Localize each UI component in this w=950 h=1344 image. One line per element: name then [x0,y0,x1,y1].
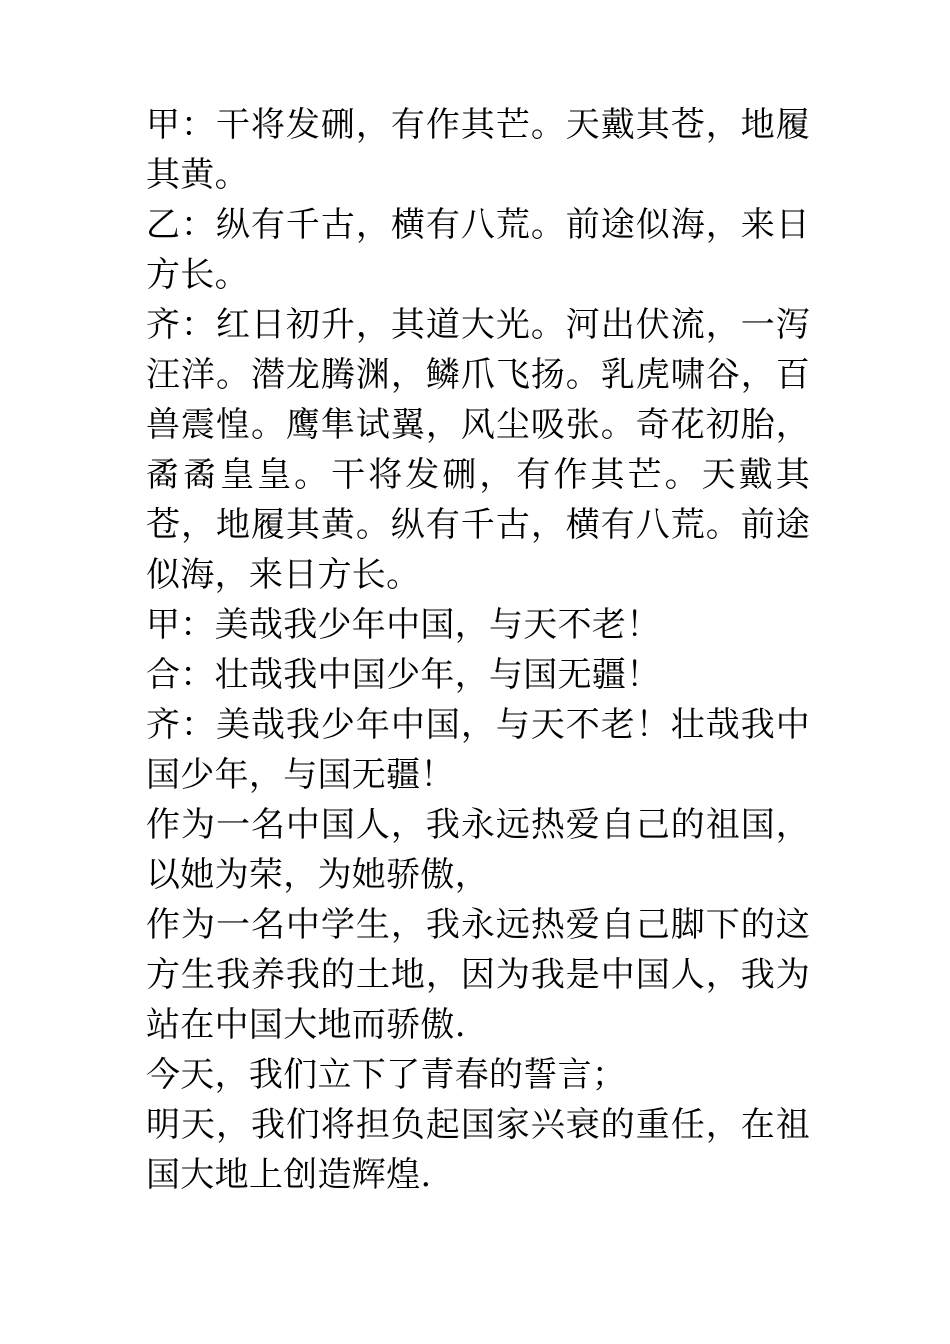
paragraph-qi-1: 齐：红日初升，其道大光。河出伏流，一泻汪洋。潜龙腾渊，鳞爪飞扬。乳虎啸谷，百兽震惶。鹰隼试翼，风尘吸张。奇花初胎，矞矞皇皇。干将发硎，有作其芒。天戴其苍，地履其黄。纵有千古，横有八荒。前途似海，来日方长。 [146,305,810,595]
paragraph-he: 合：壮哉我中国少年，与国无疆！ [146,655,661,695]
paragraph-jia-2: 甲：美哉我少年中国，与天不老！ [146,605,661,645]
paragraph-chinese-person: 作为一名中国人，我永远热爱自己的祖国，以她为荣，为她骄傲， [146,805,810,895]
paragraph-tomorrow: 明天，我们将担负起国家兴衰的重任，在祖国大地上创造辉煌. [146,1105,810,1195]
paragraph-middle-school-student: 作为一名中学生，我永远热爱自己脚下的这方生我养我的土地，因为我是中国人，我为站在中国大地而骄傲. [146,905,810,1045]
paragraph-yi-1: 乙：纵有千古，横有八荒。前途似海，来日方长。 [146,205,810,295]
paragraph-jia-1: 甲：干将发硎，有作其芒。天戴其苍，地履其黄。 [146,105,810,195]
paragraph-today: 今天，我们立下了青春的誓言； [146,1055,627,1095]
paragraph-qi-2: 齐：美哉我少年中国，与天不老！壮哉我中国少年，与国无疆！ [146,705,810,795]
document-page [146,100,810,1200]
